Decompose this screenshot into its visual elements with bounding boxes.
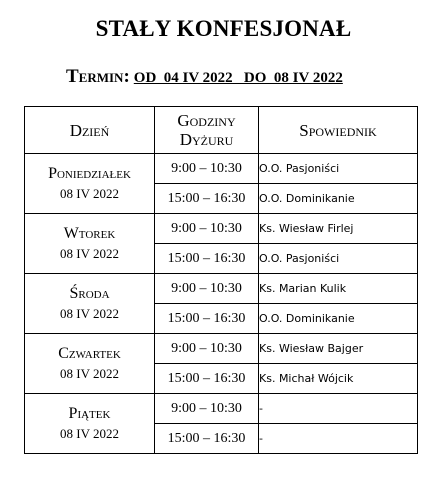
time-cell: 9:00 – 10:30 — [155, 154, 259, 184]
termin-label: Termin: — [66, 66, 130, 87]
confessor-cell: O.O. Pasjoniści — [259, 244, 418, 274]
confessor-cell: - — [259, 394, 418, 424]
table-row — [25, 394, 418, 424]
table-row — [25, 214, 418, 244]
day-name: Poniedziałek — [48, 164, 131, 182]
day-cell — [25, 394, 155, 454]
day-date: 08 IV 2022 — [60, 365, 119, 381]
confessor-cell: O.O. Dominikanie — [259, 184, 418, 214]
confessor-cell: Ks. Marian Kulik — [259, 274, 418, 304]
header-hours — [155, 107, 259, 154]
day-name: Środa — [69, 284, 110, 302]
time-cell: 15:00 – 16:30 — [155, 244, 259, 274]
header-hours-line1: Godziny — [177, 111, 236, 130]
day-date: 08 IV 2022 — [60, 245, 119, 261]
time-cell: 9:00 – 10:30 — [155, 394, 259, 424]
termin-range: OD 04 IV 2022 DO 08 IV 2022 — [133, 70, 343, 86]
day-name: Piątek — [68, 404, 111, 422]
time-cell: 9:00 – 10:30 — [155, 334, 259, 364]
time-cell: 15:00 – 16:30 — [155, 424, 259, 454]
day-date: 08 IV 2022 — [60, 425, 119, 441]
header-hours-line2: Dyżuru — [179, 130, 234, 149]
time-cell: 15:00 – 16:30 — [155, 364, 259, 394]
schedule-table — [24, 106, 418, 454]
day-cell — [25, 334, 155, 394]
day-date: 08 IV 2022 — [60, 305, 119, 321]
confessor-cell: Ks. Michał Wójcik — [259, 364, 418, 394]
header-row — [25, 107, 418, 154]
time-cell: 15:00 – 16:30 — [155, 184, 259, 214]
day-date: 08 IV 2022 — [60, 185, 119, 201]
day-name: Czwartek — [58, 344, 121, 362]
table-row — [25, 154, 418, 184]
header-confessor: Spowiednik — [259, 107, 418, 154]
termin-line — [66, 66, 343, 88]
table-row — [25, 274, 418, 304]
time-cell: 9:00 – 10:30 — [155, 274, 259, 304]
confessor-cell: Ks. Wiesław Bajger — [259, 334, 418, 364]
time-cell: 15:00 – 16:30 — [155, 304, 259, 334]
day-cell — [25, 274, 155, 334]
day-cell — [25, 214, 155, 274]
table-row — [25, 334, 418, 364]
confessor-cell: O.O. Dominikanie — [259, 304, 418, 334]
confessor-cell: O.O. Pasjoniści — [259, 154, 418, 184]
page-title: STAŁY KONFESJONAŁ — [95, 16, 352, 41]
day-cell — [25, 154, 155, 214]
confessor-cell: - — [259, 424, 418, 454]
header-day: Dzień — [25, 107, 155, 154]
day-name: Wtorek — [63, 224, 116, 242]
time-cell: 9:00 – 10:30 — [155, 214, 259, 244]
confessor-cell: Ks. Wiesław Firlej — [259, 214, 418, 244]
